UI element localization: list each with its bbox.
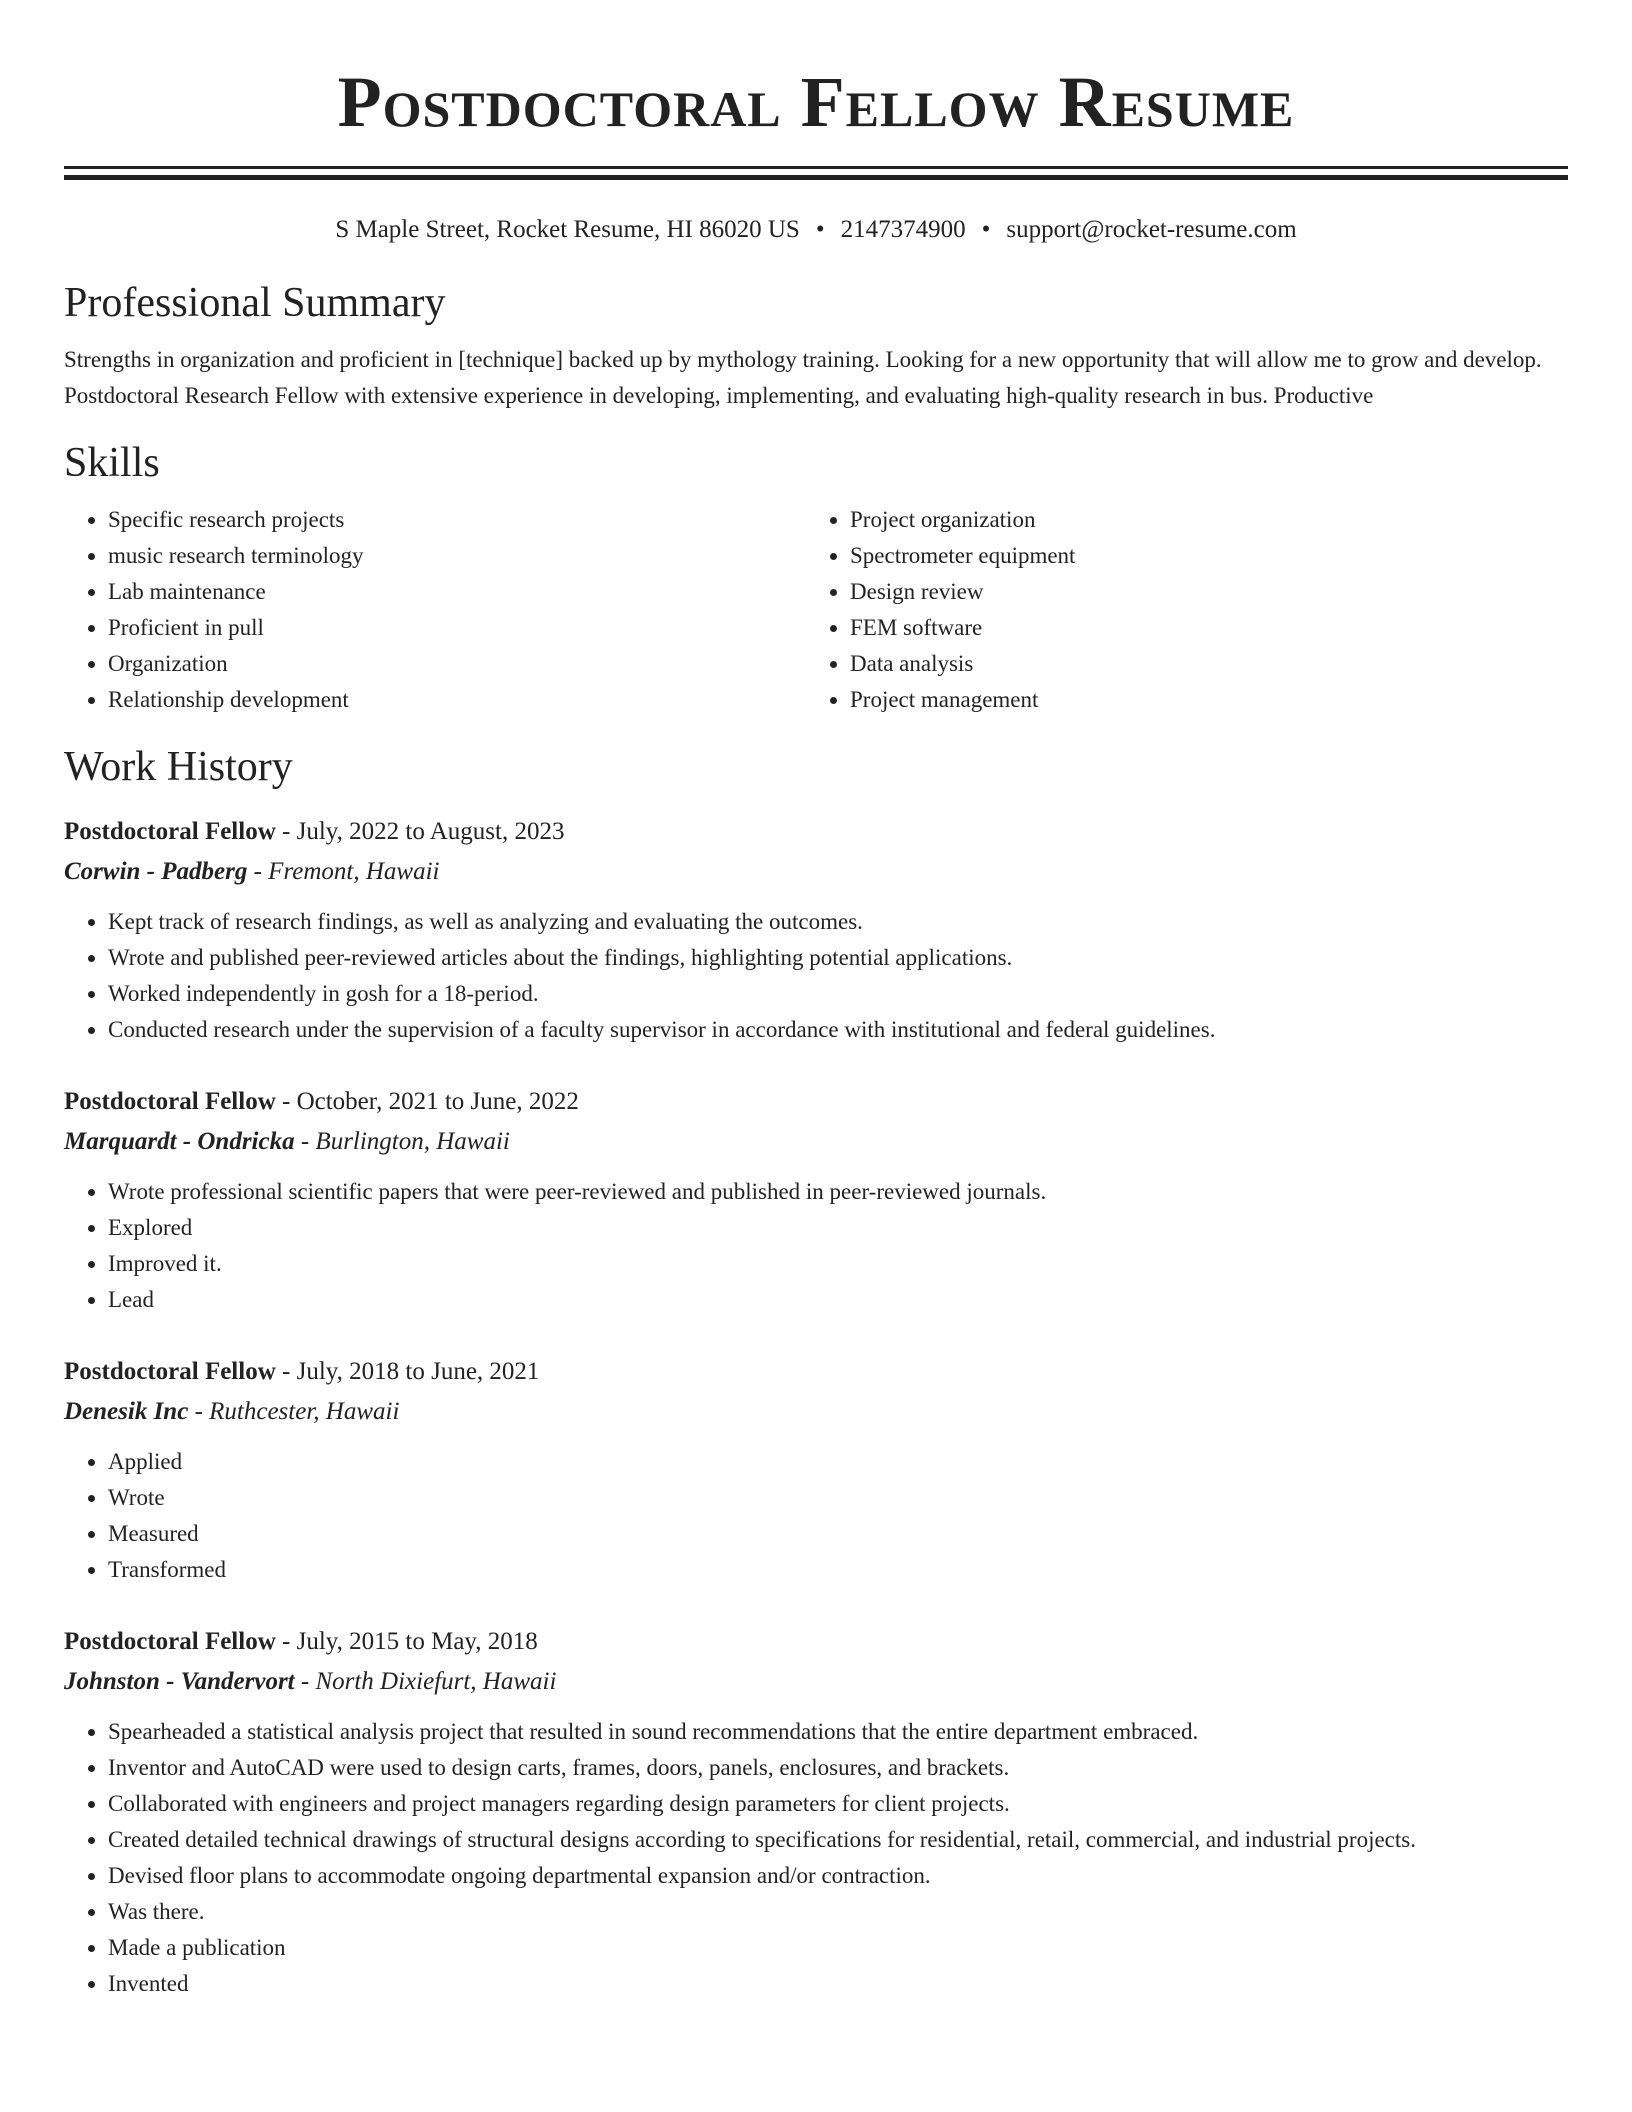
skill-item: • Spectrometer equipment (850, 538, 1548, 574)
title-rule-bottom (64, 175, 1568, 180)
job-title-line (64, 814, 1568, 850)
work-history-heading: Work History (64, 744, 293, 790)
job-bullet: • Worked independently in gosh for a 18-period. (108, 976, 1568, 1012)
job-bullet: • Created detailed technical drawings of structural designs according to specifications for residential, retail, commercial, and industrial projects. (108, 1822, 1568, 1858)
job-company-line (64, 1124, 1568, 1160)
job-bullet: • Wrote professional scientific papers that were peer-reviewed and published in peer-reviewed journals. (108, 1174, 1568, 1210)
job-location: - Burlington, Hawaii (294, 1128, 510, 1155)
job-bullet: • Spearheaded a statistical analysis project that resulted in sound recommendations that the entire department embraced. (108, 1714, 1568, 1750)
job-company-line (64, 1394, 1568, 1430)
job-bullets (64, 904, 1568, 1048)
job-bullet: • Transformed (108, 1552, 1568, 1588)
job-bullet: • Invented (108, 1966, 1568, 2002)
job-entry (64, 1624, 1568, 2002)
skill-item: • Design review (850, 574, 1548, 610)
job-dates: - October, 2021 to June, 2022 (275, 1088, 579, 1115)
contact-email: support@rocket-resume.com (1006, 216, 1297, 243)
job-dates: - July, 2015 to May, 2018 (275, 1628, 538, 1655)
job-title-line (64, 1354, 1568, 1390)
job-dates: - July, 2018 to June, 2021 (275, 1358, 540, 1385)
skill-item: • Project organization (850, 502, 1548, 538)
job-company-line (64, 854, 1568, 890)
job-company: Marquardt - Ondricka (64, 1128, 295, 1155)
job-company: Denesik Inc (64, 1398, 189, 1425)
job-title: Postdoctoral Fellow (64, 818, 276, 845)
job-bullets (64, 1174, 1568, 1318)
skill-item: • Data analysis (850, 646, 1548, 682)
job-bullet: • Made a publication (108, 1930, 1568, 1966)
job-bullet: • Wrote (108, 1480, 1568, 1516)
job-bullet: • Explored (108, 1210, 1568, 1246)
job-company: Johnston - Vandervort (64, 1668, 295, 1695)
skill-item: • Organization (108, 646, 806, 682)
job-location: - North Dixiefurt, Hawaii (294, 1668, 557, 1695)
job-bullet: • Measured (108, 1516, 1568, 1552)
contact-phone: 2147374900 (840, 216, 966, 243)
job-title-line (64, 1084, 1568, 1120)
summary-heading: Professional Summary (64, 280, 446, 326)
job-bullets (64, 1714, 1568, 2002)
job-company: Corwin - Padberg (64, 858, 248, 885)
job-entry (64, 814, 1568, 1048)
resume-title: Postdoctoral Fellow Resume (337, 62, 1295, 142)
job-bullet: • Inventor and AutoCAD were used to design carts, frames, doors, panels, enclosures, and brackets. (108, 1750, 1568, 1786)
job-bullet: • Improved it. (108, 1246, 1568, 1282)
job-location: - Ruthcester, Hawaii (188, 1398, 400, 1425)
job-entry (64, 1084, 1568, 1318)
job-bullet: • Wrote and published peer-reviewed articles about the findings, highlighting potential applications. (108, 940, 1568, 976)
contact-line (64, 214, 1568, 246)
contact-address: S Maple Street, Rocket Resume, HI 86020 US (335, 216, 800, 243)
skill-item: • Lab maintenance (108, 574, 806, 610)
skills-list (64, 502, 1568, 718)
job-bullet: • Kept track of research findings, as well as analyzing and evaluating the outcomes. (108, 904, 1568, 940)
skills-heading: Skills (64, 440, 160, 486)
skill-item: • Relationship development (108, 682, 806, 718)
job-bullets (64, 1444, 1568, 1588)
job-title: Postdoctoral Fellow (64, 1628, 276, 1655)
job-bullet: • Conducted research under the supervision of a faculty supervisor in accordance with institutional and federal guidelines. (108, 1012, 1568, 1048)
skills-column-right (806, 502, 1548, 718)
job-bullet: • Applied (108, 1444, 1568, 1480)
job-title-line (64, 1624, 1568, 1660)
title-rule-top (64, 166, 1568, 169)
contact-separator: • (981, 216, 991, 243)
skill-item: • Project management (850, 682, 1548, 718)
job-bullet: • Collaborated with engineers and project managers regarding design parameters for client projects. (108, 1786, 1568, 1822)
job-entry (64, 1354, 1568, 1588)
job-title: Postdoctoral Fellow (64, 1358, 276, 1385)
job-dates: - July, 2022 to August, 2023 (275, 818, 565, 845)
job-bullet: • Was there. (108, 1894, 1568, 1930)
skill-item: • FEM software (850, 610, 1548, 646)
skill-item: • Specific research projects (108, 502, 806, 538)
contact-separator: • (815, 216, 825, 243)
job-title: Postdoctoral Fellow (64, 1088, 276, 1115)
skills-column-left (64, 502, 806, 718)
job-bullet: • Lead (108, 1282, 1568, 1318)
skill-item: • Proficient in pull (108, 610, 806, 646)
job-bullet: • Devised floor plans to accommodate ongoing departmental expansion and/or contraction. (108, 1858, 1568, 1894)
summary-text: Strengths in organization and proficient in [technique] backed up by mythology training. Looking for a new opportunity that will allow me to grow and develop. Postdoctoral Research Fellow with extensive experience in developing, implementing, and evaluating high-quality research in bus. Productive (64, 347, 1542, 408)
job-company-line (64, 1664, 1568, 1700)
job-location: - Fremont, Hawaii (247, 858, 440, 885)
skill-item: • music research terminology (108, 538, 806, 574)
